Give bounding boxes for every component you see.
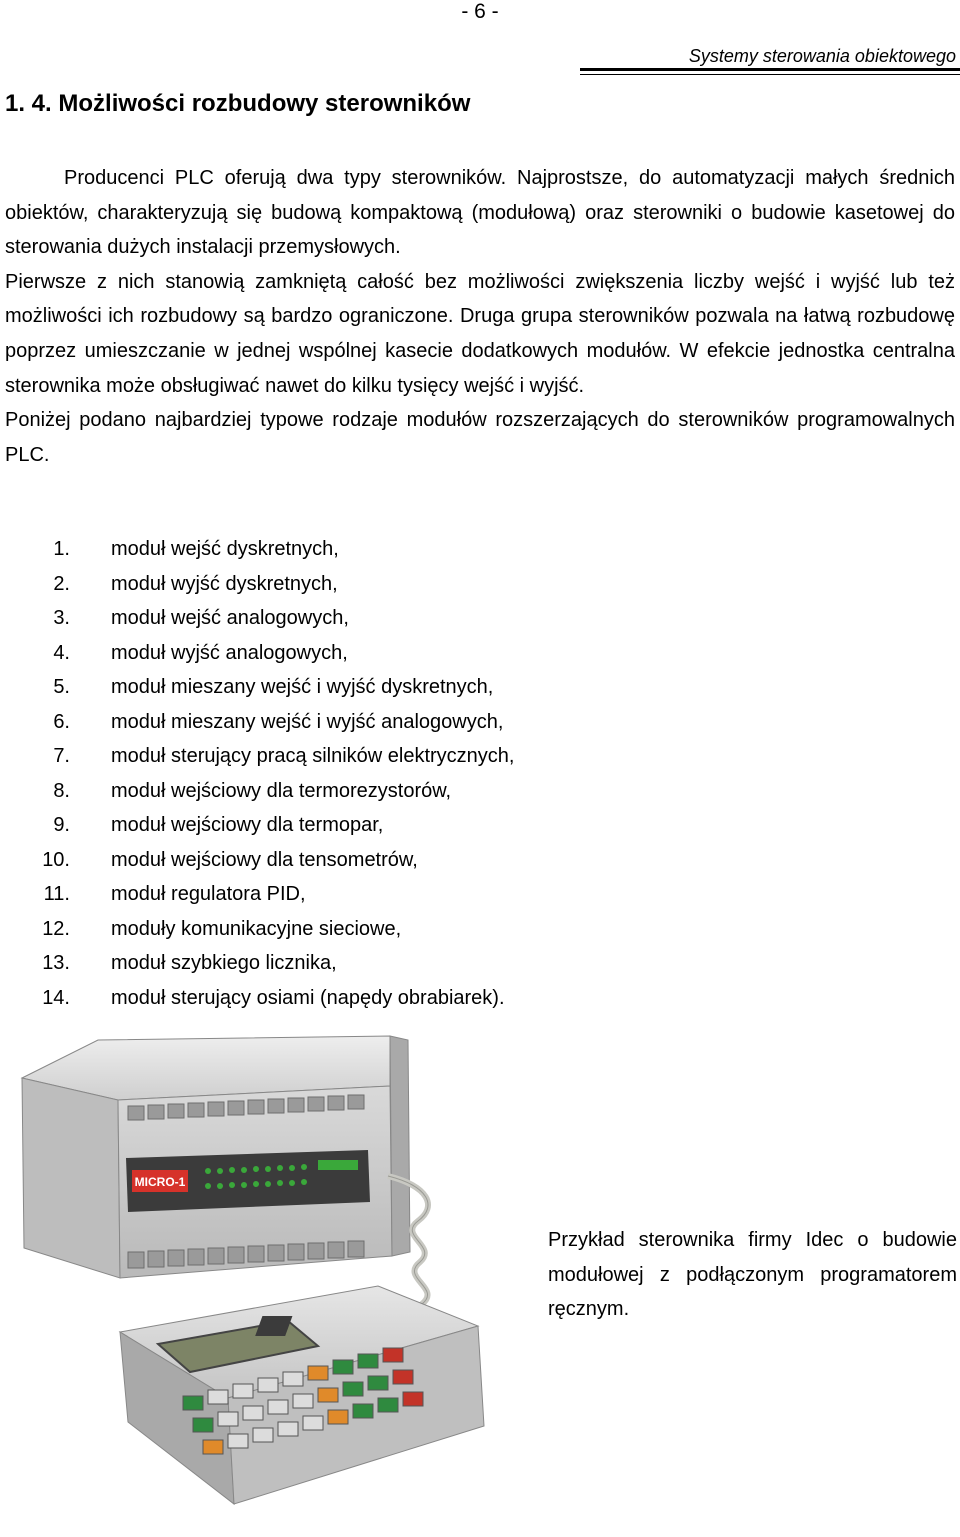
list-item-text: moduły komunikacyjne sieciowe, (111, 917, 402, 940)
list-item (0, 739, 515, 774)
list-item-text: moduł wyjść dyskretnych, (111, 572, 338, 595)
list-item-text: moduł szybkiego licznika, (111, 952, 337, 974)
list-item (0, 567, 515, 602)
list-item-number: 10. (42, 848, 70, 871)
list-item (0, 981, 515, 1016)
list-item-number: 3. (53, 607, 70, 629)
list-item-text: moduł sterujący pracą silników elektrycznych, (111, 745, 515, 767)
module-list (0, 532, 515, 1015)
body-text (5, 161, 955, 472)
list-item-text: moduł wyjść analogowych, (111, 641, 348, 664)
list-item-number: 11. (43, 883, 70, 905)
list-item-text: moduł wejściowy dla termorezystorów, (111, 779, 452, 802)
list-item (0, 670, 515, 705)
list-item-number: 7. (53, 745, 70, 767)
list-item-number: 2. (53, 572, 70, 595)
list-item-text: moduł sterujący osiami (napędy obrabiarek). (111, 986, 505, 1009)
list-item-number: 12. (42, 917, 70, 940)
list-item (0, 877, 515, 912)
list-item-number: 14. (42, 986, 70, 1009)
page-number: - 6 - (461, 0, 499, 23)
list-item-number: 4. (53, 641, 70, 664)
comparison-paragraph: Pierwsze z nich stanowią zamkniętą całość bez możliwości zwiększenia liczby wejść i wyjść lub też możliwości ich rozbudowy są bardzo ograniczone. Druga grupa sterowników pozwala na łatwą rozbudowę poprzez umieszczanie w jednej wspólnej kasecie dodatkowych modułów. W efekcie jednostka centralna sterownika może obsługiwać nawet do kilku tysięcy wejść i wyjść. (5, 270, 955, 397)
list-item-number: 9. (53, 814, 70, 836)
handheld-programmer (120, 1286, 484, 1504)
plc-device-photo (8, 1026, 520, 1534)
header-rule (580, 68, 960, 71)
section-title: 1. 4. Możliwości rozbudowy sterowników (5, 90, 471, 117)
list-intro-paragraph: Poniżej podano najbardziej typowe rodzaje modułów rozszerzających do sterowników programowalnych PLC. (5, 409, 955, 466)
list-item-text: moduł mieszany wejść i wyjść dyskretnych, (111, 676, 494, 698)
intro-paragraph: Producenci PLC oferują dwa typy sterowników. Najprostsze, do automatyzacji małych średnich obiektów, charakteryzują się budową kompaktową (modułową) oraz sterowniki o budowie kasetowej do sterowania dużych instalacji przemysłowych. (5, 167, 955, 259)
list-item (0, 774, 515, 809)
list-item-text: moduł wejść dyskretnych, (111, 538, 339, 560)
list-item-text: moduł regulatora PID, (111, 883, 306, 905)
list-item-text: moduł mieszany wejść i wyjść analogowych, (111, 710, 504, 733)
list-item-number: 8. (53, 779, 70, 802)
figure-caption: Przykład sterownika firmy Idec o budowie modułowej z podłączonym programatorem ręcznym. (548, 1229, 957, 1320)
list-item (0, 808, 515, 843)
list-item-text: moduł wejściowy dla tensometrów, (111, 848, 418, 871)
plc-unit (22, 1036, 410, 1278)
list-item-number: 1. (53, 538, 70, 560)
list-item (0, 601, 515, 636)
list-item-text: moduł wejściowy dla termopar, (111, 814, 384, 836)
list-item-text: moduł wejść analogowych, (111, 607, 349, 629)
running-header-title: Systemy sterowania obiektowego (688, 46, 956, 66)
header-rule-thin (580, 74, 960, 75)
list-item (0, 912, 515, 947)
list-item (0, 843, 515, 878)
list-item-number: 6. (53, 710, 70, 733)
list-item-number: 13. (42, 952, 70, 974)
logo-text: MICRO-1 (134, 1175, 186, 1189)
list-item-number: 5. (53, 676, 70, 698)
list-item (0, 705, 515, 740)
list-item (0, 946, 515, 981)
list-item (0, 636, 515, 671)
list-item (0, 532, 515, 567)
